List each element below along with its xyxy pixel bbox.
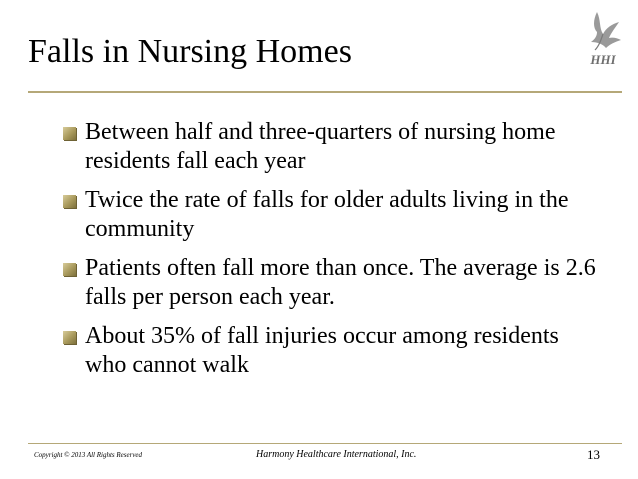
bullet-text: Patients often fall more than once. The average is 2.6 falls per person each year. (85, 255, 596, 310)
bullet-text: Twice the rate of falls for older adults living in the community (85, 187, 569, 242)
square-bullet-icon (63, 263, 76, 276)
page-number: 13 (587, 447, 600, 462)
slide-title: Falls in Nursing Homes (28, 33, 352, 70)
logo-text: HHI (590, 52, 616, 67)
dove-logo-icon (577, 6, 629, 70)
footer-divider (28, 443, 622, 444)
bullet-item-1 (63, 118, 603, 176)
bullet-list (63, 118, 603, 390)
bullet-item-4 (63, 322, 603, 380)
square-bullet-icon (63, 127, 76, 140)
bullet-item-2 (63, 186, 603, 244)
footer-company: Harmony Healthcare International, Inc. (256, 449, 417, 460)
bullet-text: Between half and three-quarters of nursing home residents fall each year (85, 119, 556, 174)
square-bullet-icon (63, 331, 76, 344)
bullet-item-3 (63, 254, 603, 312)
bullet-text: About 35% of fall injuries occur among residents who cannot walk (85, 323, 559, 378)
square-bullet-icon (63, 195, 76, 208)
hhi-logo (577, 6, 629, 70)
footer-copyright: Copyright © 2013 All Rights Reserved (34, 451, 143, 459)
title-divider (28, 91, 622, 93)
